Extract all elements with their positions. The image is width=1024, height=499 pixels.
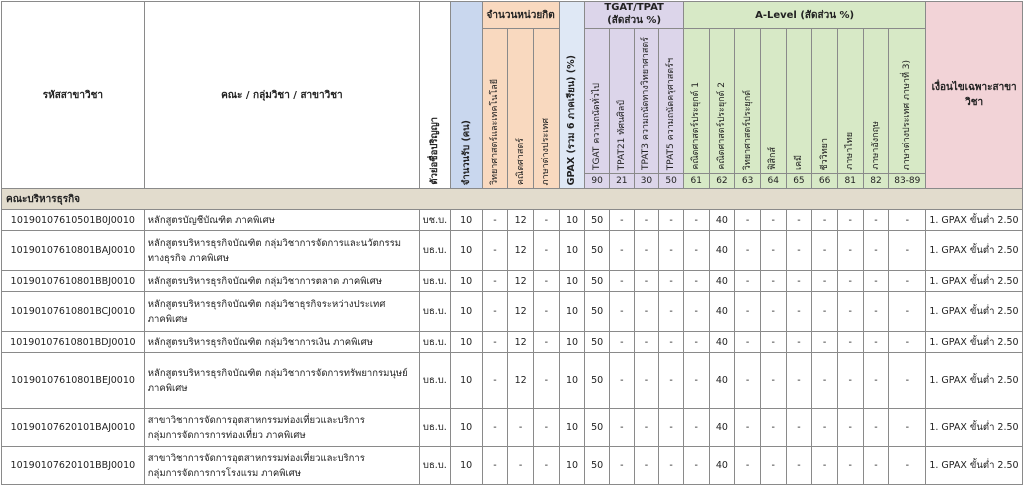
header-alevel-col: เคมี — [786, 29, 812, 174]
cell-a66: - — [812, 210, 838, 231]
cell-degree: บธ.บ. — [419, 271, 450, 292]
cell-a82: - — [863, 409, 889, 447]
cell-a65: - — [786, 447, 812, 485]
cell-a61: - — [683, 231, 709, 271]
cell-c2: 12 — [508, 271, 534, 292]
cell-a83: - — [889, 271, 926, 292]
cell-c3: - — [533, 447, 559, 485]
cell-degree: บธ.บ. — [419, 353, 450, 409]
condition-cell: 1. GPAX ขั้นต่ำ 2.50 — [926, 271, 1023, 292]
header-alevel-num: 81 — [837, 174, 863, 189]
program-name — [144, 409, 419, 447]
cell-c3: - — [533, 409, 559, 447]
cell-a61: - — [683, 353, 709, 409]
cell-a61: - — [683, 447, 709, 485]
program-name — [144, 271, 419, 292]
cell-a62: 40 — [709, 210, 735, 231]
cell-t3: - — [634, 292, 659, 332]
cell-gpax: 10 — [559, 231, 585, 271]
cell-c3: - — [533, 271, 559, 292]
program-name-line: หลักสูตรบริหารธุรกิจบัณฑิต กลุ่มวิชาการตลาด ภาคพิเศษ — [147, 275, 383, 287]
table-row — [2, 332, 1023, 353]
cell-a63: - — [735, 271, 761, 292]
header-faculty: คณะ / กลุ่มวิชา / สาขาวิชา — [144, 2, 419, 189]
cell-a66: - — [812, 292, 838, 332]
cell-a62: 40 — [709, 231, 735, 271]
cell-c3: - — [533, 332, 559, 353]
cell-a83: - — [889, 332, 926, 353]
cell-gpax: 10 — [559, 210, 585, 231]
cell-a83: - — [889, 353, 926, 409]
cell-t21: - — [609, 332, 634, 353]
cell-a82: - — [863, 353, 889, 409]
header-alevel-num: 64 — [760, 174, 786, 189]
cell-a63: - — [735, 292, 761, 332]
cell-quota: 10 — [450, 409, 482, 447]
condition-cell: 1. GPAX ขั้นต่ำ 2.50 — [926, 332, 1023, 353]
cell-a65: - — [786, 231, 812, 271]
cell-tgat: 50 — [585, 292, 610, 332]
header-alevel-num: 83-89 — [889, 174, 926, 189]
cell-t3: - — [634, 271, 659, 292]
cell-tgat: 50 — [585, 353, 610, 409]
cell-a61: - — [683, 292, 709, 332]
cell-a81: - — [837, 292, 863, 332]
cell-quota: 10 — [450, 447, 482, 485]
cell-a61: - — [683, 271, 709, 292]
cell-a66: - — [812, 332, 838, 353]
cell-tgat: 50 — [585, 447, 610, 485]
cell-a64: - — [760, 210, 786, 231]
cell-c1: - — [482, 353, 508, 409]
cell-degree: บธ.บ. — [419, 447, 450, 485]
cell-a63: - — [735, 409, 761, 447]
cell-quota: 10 — [450, 271, 482, 292]
program-code: 10190107610801BCJ0010 — [2, 292, 145, 332]
cell-a64: - — [760, 409, 786, 447]
cell-a82: - — [863, 332, 889, 353]
section-title: คณะบริหารธุรกิจ — [2, 189, 1023, 210]
cell-a83: - — [889, 292, 926, 332]
cell-a65: - — [786, 292, 812, 332]
cell-t3: - — [634, 231, 659, 271]
cell-a62: 40 — [709, 353, 735, 409]
header-alevel-col: คณิตศาสตร์ประยุกต์ 1 — [683, 29, 709, 174]
header-alevel-col: คณิตศาสตร์ประยุกต์ 2 — [709, 29, 735, 174]
program-code: 10190107610801BAJ0010 — [2, 231, 145, 271]
cell-t5: - — [659, 271, 684, 292]
header-alevel-col: ภาษาอังกฤษ — [863, 29, 889, 174]
program-name — [144, 353, 419, 409]
cell-c2: - — [508, 447, 534, 485]
cell-a62: 40 — [709, 409, 735, 447]
cell-c2: 12 — [508, 210, 534, 231]
table-row — [2, 231, 1023, 271]
cell-tgat: 50 — [585, 231, 610, 271]
cell-a66: - — [812, 447, 838, 485]
header-alevel-col: ภาษาต่างประเทศ ภาษาที่ 3) — [889, 29, 926, 174]
header-code: รหัสสาขาวิชา — [2, 2, 145, 189]
cell-degree: บช.บ. — [419, 210, 450, 231]
condition-cell: 1. GPAX ขั้นต่ำ 2.50 — [926, 292, 1023, 332]
cell-c2: 12 — [508, 332, 534, 353]
cell-t21: - — [609, 353, 634, 409]
header-alevel-num: 61 — [683, 174, 709, 189]
cell-a66: - — [812, 353, 838, 409]
cell-c3: - — [533, 292, 559, 332]
cell-c1: - — [482, 210, 508, 231]
cell-tgat: 50 — [585, 210, 610, 231]
program-name-line: หลักสูตรบริหารธุรกิจบัณฑิต กลุ่มวิชาการจัดการทรัพยากรมนุษย์ — [147, 367, 408, 379]
cell-gpax: 10 — [559, 332, 585, 353]
program-name-line: ภาคพิเศษ — [147, 313, 188, 325]
cell-t21: - — [609, 292, 634, 332]
cell-quota: 10 — [450, 332, 482, 353]
cell-c1: - — [482, 332, 508, 353]
cell-quota: 10 — [450, 231, 482, 271]
cell-a82: - — [863, 210, 889, 231]
cell-a66: - — [812, 231, 838, 271]
cell-degree: บธ.บ. — [419, 292, 450, 332]
cell-a83: - — [889, 210, 926, 231]
cell-t5: - — [659, 231, 684, 271]
header-alevel-num: 66 — [812, 174, 838, 189]
condition-cell: 1. GPAX ขั้นต่ำ 2.50 — [926, 353, 1023, 409]
table-row — [2, 353, 1023, 409]
table-row — [2, 447, 1023, 485]
header-alevel-num: 62 — [709, 174, 735, 189]
header-credit-col: คณิตศาสตร์ — [508, 29, 534, 189]
cell-a65: - — [786, 409, 812, 447]
cell-c1: - — [482, 271, 508, 292]
cell-gpax: 10 — [559, 353, 585, 409]
cell-a83: - — [889, 409, 926, 447]
header-alevel-col: ชีววิทยา — [812, 29, 838, 174]
program-code: 10190107620101BAJ0010 — [2, 409, 145, 447]
cell-a81: - — [837, 353, 863, 409]
admission-table — [1, 1, 1023, 485]
cell-c2: - — [508, 409, 534, 447]
cell-a65: - — [786, 271, 812, 292]
header-alevel-num: 65 — [786, 174, 812, 189]
header-tgat-col: TGAT ความถนัดทั่วไป — [585, 29, 610, 174]
header-condition: เงื่อนไขเฉพาะสาขาวิชา — [926, 2, 1023, 189]
cell-a65: - — [786, 210, 812, 231]
cell-t21: - — [609, 271, 634, 292]
cell-a81: - — [837, 409, 863, 447]
program-code: 10190107610801BEJ0010 — [2, 353, 145, 409]
cell-a63: - — [735, 231, 761, 271]
cell-c2: 12 — [508, 292, 534, 332]
header-quota: จำนวนรับ (คน) — [450, 2, 482, 189]
cell-a66: - — [812, 409, 838, 447]
header-alevel-num: 63 — [735, 174, 761, 189]
cell-t3: - — [634, 332, 659, 353]
header-alevel-col: ฟิสิกส์ — [760, 29, 786, 174]
cell-a61: - — [683, 332, 709, 353]
header-alevel-col: ภาษาไทย — [837, 29, 863, 174]
cell-a82: - — [863, 271, 889, 292]
condition-cell: 1. GPAX ขั้นต่ำ 2.50 — [926, 409, 1023, 447]
cell-t21: - — [609, 210, 634, 231]
header-credit-col: วิทยาศาสตร์และเทคโนโลยี — [482, 29, 508, 189]
table-row — [2, 409, 1023, 447]
cell-t5: - — [659, 409, 684, 447]
cell-gpax: 10 — [559, 447, 585, 485]
cell-t3: - — [634, 447, 659, 485]
cell-a62: 40 — [709, 292, 735, 332]
header-alevel-num: 82 — [863, 174, 889, 189]
cell-c2: 12 — [508, 231, 534, 271]
header-credit-group: จำนวนหน่วยกิต — [482, 2, 559, 29]
cell-a81: - — [837, 271, 863, 292]
header-tgat-num: 21 — [609, 174, 634, 189]
cell-t21: - — [609, 447, 634, 485]
cell-c2: 12 — [508, 353, 534, 409]
cell-quota: 10 — [450, 353, 482, 409]
program-name-line: หลักสูตรบริหารธุรกิจบัณฑิต กลุ่มวิชาธุรกิจระหว่างประเทศ — [147, 298, 386, 310]
program-code: 10190107610801BDJ0010 — [2, 332, 145, 353]
cell-c1: - — [482, 409, 508, 447]
program-name — [144, 210, 419, 231]
cell-a64: - — [760, 271, 786, 292]
cell-a63: - — [735, 332, 761, 353]
cell-a66: - — [812, 271, 838, 292]
cell-a82: - — [863, 292, 889, 332]
table-row — [2, 210, 1023, 231]
cell-a63: - — [735, 447, 761, 485]
cell-a64: - — [760, 332, 786, 353]
header-tgat-group: TGAT/TPAT (สัดส่วน %) — [585, 2, 684, 29]
header-tgat-col: TPAT3 ความถนัดทางวิทยาศาสตร์ — [634, 29, 659, 174]
cell-tgat: 50 — [585, 332, 610, 353]
header-gpax: GPAX (รวม 6 ภาคเรียน) (%) — [559, 2, 585, 189]
cell-c1: - — [482, 447, 508, 485]
cell-t3: - — [634, 210, 659, 231]
cell-a62: 40 — [709, 332, 735, 353]
program-name-line: ทางธุรกิจ ภาคพิเศษ — [147, 252, 229, 264]
cell-a81: - — [837, 231, 863, 271]
header-tgat-num: 30 — [634, 174, 659, 189]
cell-gpax: 10 — [559, 271, 585, 292]
cell-a81: - — [837, 332, 863, 353]
cell-t21: - — [609, 231, 634, 271]
program-name-line: กลุ่มการจัดการการโรงแรม ภาคพิเศษ — [147, 467, 301, 479]
cell-tgat: 50 — [585, 409, 610, 447]
table-row — [2, 292, 1023, 332]
cell-t5: - — [659, 292, 684, 332]
condition-cell: 1. GPAX ขั้นต่ำ 2.50 — [926, 447, 1023, 485]
program-name — [144, 231, 419, 271]
cell-a61: - — [683, 409, 709, 447]
cell-c3: - — [533, 210, 559, 231]
cell-a64: - — [760, 292, 786, 332]
program-name — [144, 447, 419, 485]
cell-t5: - — [659, 210, 684, 231]
header-degree: ตัวย่อชื่อปริญญา — [419, 2, 450, 189]
cell-a81: - — [837, 210, 863, 231]
condition-cell: 1. GPAX ขั้นต่ำ 2.50 — [926, 210, 1023, 231]
cell-a62: 40 — [709, 271, 735, 292]
header-tgat-num: 50 — [659, 174, 684, 189]
program-name-line: กลุ่มการจัดการการท่องเที่ยว ภาคพิเศษ — [147, 429, 306, 441]
cell-t21: - — [609, 409, 634, 447]
cell-t5: - — [659, 332, 684, 353]
program-code: 10190107610801BBJ0010 — [2, 271, 145, 292]
cell-a65: - — [786, 353, 812, 409]
cell-a62: 40 — [709, 447, 735, 485]
cell-t3: - — [634, 409, 659, 447]
cell-gpax: 10 — [559, 292, 585, 332]
cell-c3: - — [533, 353, 559, 409]
program-name-line: สาขาวิชาการจัดการอุตสาหกรรมท่องเที่ยวและบริการ — [147, 452, 365, 464]
program-code: 10190107610501B0J0010 — [2, 210, 145, 231]
header-tgat-num: 90 — [585, 174, 610, 189]
cell-a63: - — [735, 210, 761, 231]
header-tgat-col: TPAT5 ความถนัดครุศาสตร์ฯ — [659, 29, 684, 174]
cell-t5: - — [659, 447, 684, 485]
cell-a63: - — [735, 353, 761, 409]
program-name-line: หลักสูตรบัญชีบัณฑิต ภาคพิเศษ — [147, 214, 275, 226]
cell-a65: - — [786, 332, 812, 353]
cell-c1: - — [482, 231, 508, 271]
cell-a61: - — [683, 210, 709, 231]
program-name-line: สาขาวิชาการจัดการอุตสาหกรรมท่องเที่ยวและบริการ — [147, 414, 365, 426]
program-name — [144, 332, 419, 353]
cell-t5: - — [659, 353, 684, 409]
cell-degree: บธ.บ. — [419, 332, 450, 353]
cell-a64: - — [760, 447, 786, 485]
program-name — [144, 292, 419, 332]
header-credit-col: ภาษาต่างประเทศ — [533, 29, 559, 189]
program-name-line: หลักสูตรบริหารธุรกิจบัณฑิต กลุ่มวิชาการเงิน ภาคพิเศษ — [147, 336, 373, 348]
program-name-line: หลักสูตรบริหารธุรกิจบัณฑิต กลุ่มวิชาการจัดการและนวัตกรรม — [147, 237, 401, 249]
cell-c1: - — [482, 292, 508, 332]
table-row — [2, 271, 1023, 292]
cell-a83: - — [889, 447, 926, 485]
program-name-line: ภาคพิเศษ — [147, 382, 188, 394]
cell-a64: - — [760, 231, 786, 271]
cell-a82: - — [863, 231, 889, 271]
cell-a83: - — [889, 231, 926, 271]
cell-degree: บธ.บ. — [419, 409, 450, 447]
condition-cell: 1. GPAX ขั้นต่ำ 2.50 — [926, 231, 1023, 271]
cell-a81: - — [837, 447, 863, 485]
cell-a82: - — [863, 447, 889, 485]
program-code: 10190107620101BBJ0010 — [2, 447, 145, 485]
header-alevel-col: วิทยาศาสตร์ประยุกต์ — [735, 29, 761, 174]
cell-gpax: 10 — [559, 409, 585, 447]
cell-tgat: 50 — [585, 271, 610, 292]
cell-quota: 10 — [450, 210, 482, 231]
cell-degree: บธ.บ. — [419, 231, 450, 271]
cell-c3: - — [533, 231, 559, 271]
cell-quota: 10 — [450, 292, 482, 332]
header-alevel-group: A-Level (สัดส่วน %) — [683, 2, 925, 29]
cell-a64: - — [760, 353, 786, 409]
cell-t3: - — [634, 353, 659, 409]
header-tgat-col: TPAT21 ทัศนศิลป์ — [609, 29, 634, 174]
